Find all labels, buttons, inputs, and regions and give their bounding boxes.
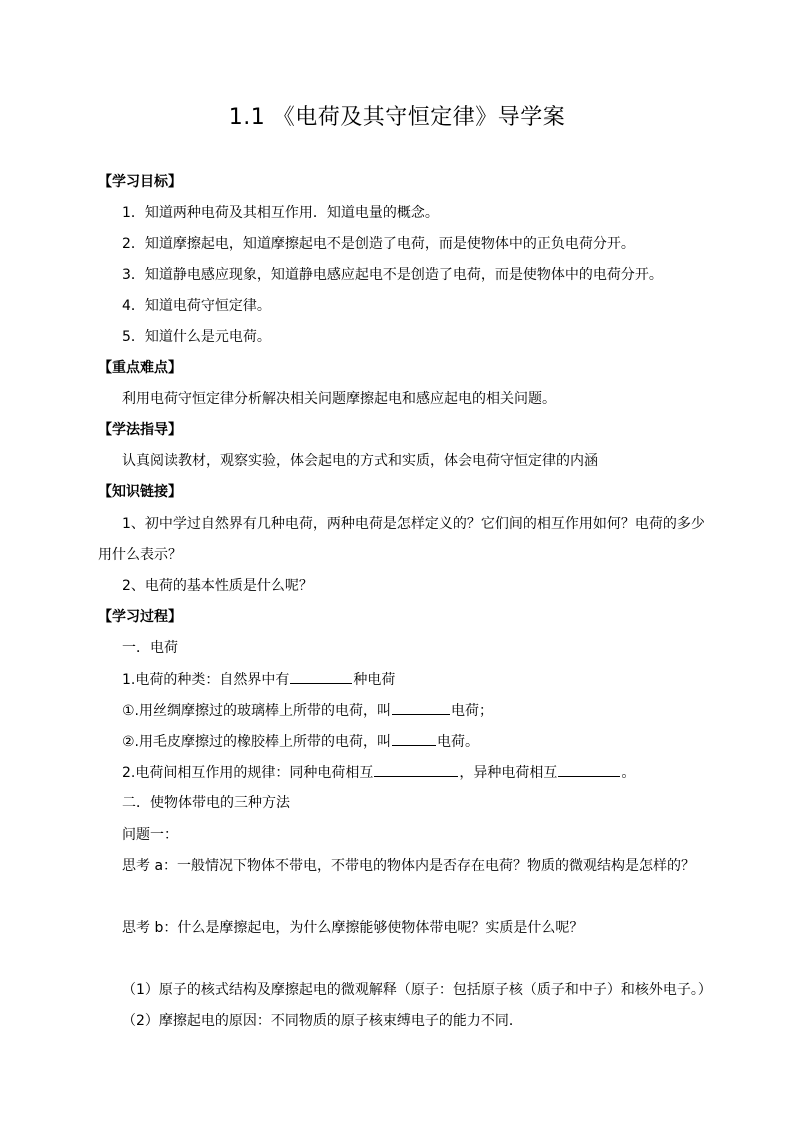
rubber-rod-text-a: ②.用毛皮摩擦过的橡胶棒上所带的电荷，叫	[122, 734, 391, 750]
method-text: 认真阅读教材，观察实验，体会起电的方式和实质，体会电荷守恒定律的内涵	[122, 453, 598, 469]
goal-item: 5．知道什么是元电荷。	[122, 329, 271, 345]
link-question-1-line-1: 1、初中学过自然界有几种电荷，两种电荷是怎样定义的？它们间的相互作用如何？电荷的多少	[122, 516, 705, 532]
key-text: 利用电荷守恒定律分析解决相关问题摩擦起电和感应起电的相关问题。	[122, 391, 556, 407]
link-question-1-line-2: 用什么表示？	[98, 547, 182, 563]
fill-blank[interactable]	[558, 762, 620, 777]
think-b-question: 思考 b：什么是摩擦起电，为什么摩擦能够使物体带电呢？实质是什么呢？	[122, 920, 584, 936]
section-heading-link: 【知识链接】	[98, 484, 182, 500]
glass-rod-text-a: ①.用丝绸摩擦过的玻璃棒上所带的电荷，叫	[122, 703, 391, 719]
glass-rod-line	[122, 700, 493, 721]
note-2: （2）摩擦起电的原因：不同物质的原子核束缚电子的能力不同．	[122, 1013, 523, 1029]
section-heading-method: 【学法指导】	[98, 422, 182, 438]
interaction-law-text-c: 。	[621, 765, 636, 781]
link-question-2: 2、电荷的基本性质是什么呢？	[122, 578, 313, 594]
fill-blank[interactable]	[392, 731, 436, 746]
rubber-rod-text-b: 电荷。	[437, 734, 479, 750]
goal-item: 1．知道两种电荷及其相互作用．知道电量的概念。	[122, 205, 439, 221]
section-heading-key: 【重点难点】	[98, 360, 182, 376]
rubber-rod-line	[122, 731, 479, 752]
interaction-law-text-b: ，异种电荷相互	[459, 765, 558, 781]
part-1-title: 一．电荷	[122, 640, 178, 656]
problem-1-label: 问题一：	[122, 827, 178, 843]
charge-kinds-text-a: 1.电荷的种类：自然界中有	[122, 672, 290, 688]
document-title: 1.1 《电荷及其守恒定律》导学案	[228, 105, 566, 130]
goal-item: 3．知道静电感应现象，知道静电感应起电不是创造了电荷，而是使物体中的电荷分开。	[122, 267, 663, 283]
think-a-question: 思考 a：一般情况下物体不带电，不带电的物体内是否存在电荷？物质的微观结构是怎样的？	[122, 858, 696, 874]
goal-item: 4．知道电荷守恒定律。	[122, 298, 271, 314]
fill-blank[interactable]	[392, 700, 450, 715]
goal-item: 2．知道摩擦起电，知道摩擦起电不是创造了电荷，而是使物体中的正负电荷分开。	[122, 236, 635, 252]
glass-rod-text-b: 电荷；	[451, 703, 493, 719]
note-1: （1）原子的核式结构及摩擦起电的微观解释（原子：包括原子核（质子和中子）和核外电子。）	[122, 982, 712, 998]
section-heading-goals: 【学习目标】	[98, 174, 182, 190]
section-heading-process: 【学习过程】	[98, 609, 182, 625]
part-2-title: 二．使物体带电的三种方法	[122, 795, 290, 811]
fill-blank[interactable]	[374, 762, 458, 777]
interaction-law-line	[122, 762, 635, 783]
fill-blank[interactable]	[290, 669, 352, 684]
interaction-law-text-a: 2.电荷间相互作用的规律：同种电荷相互	[122, 765, 374, 781]
charge-kinds-line	[122, 669, 395, 690]
charge-kinds-text-b: 种电荷	[353, 672, 396, 688]
